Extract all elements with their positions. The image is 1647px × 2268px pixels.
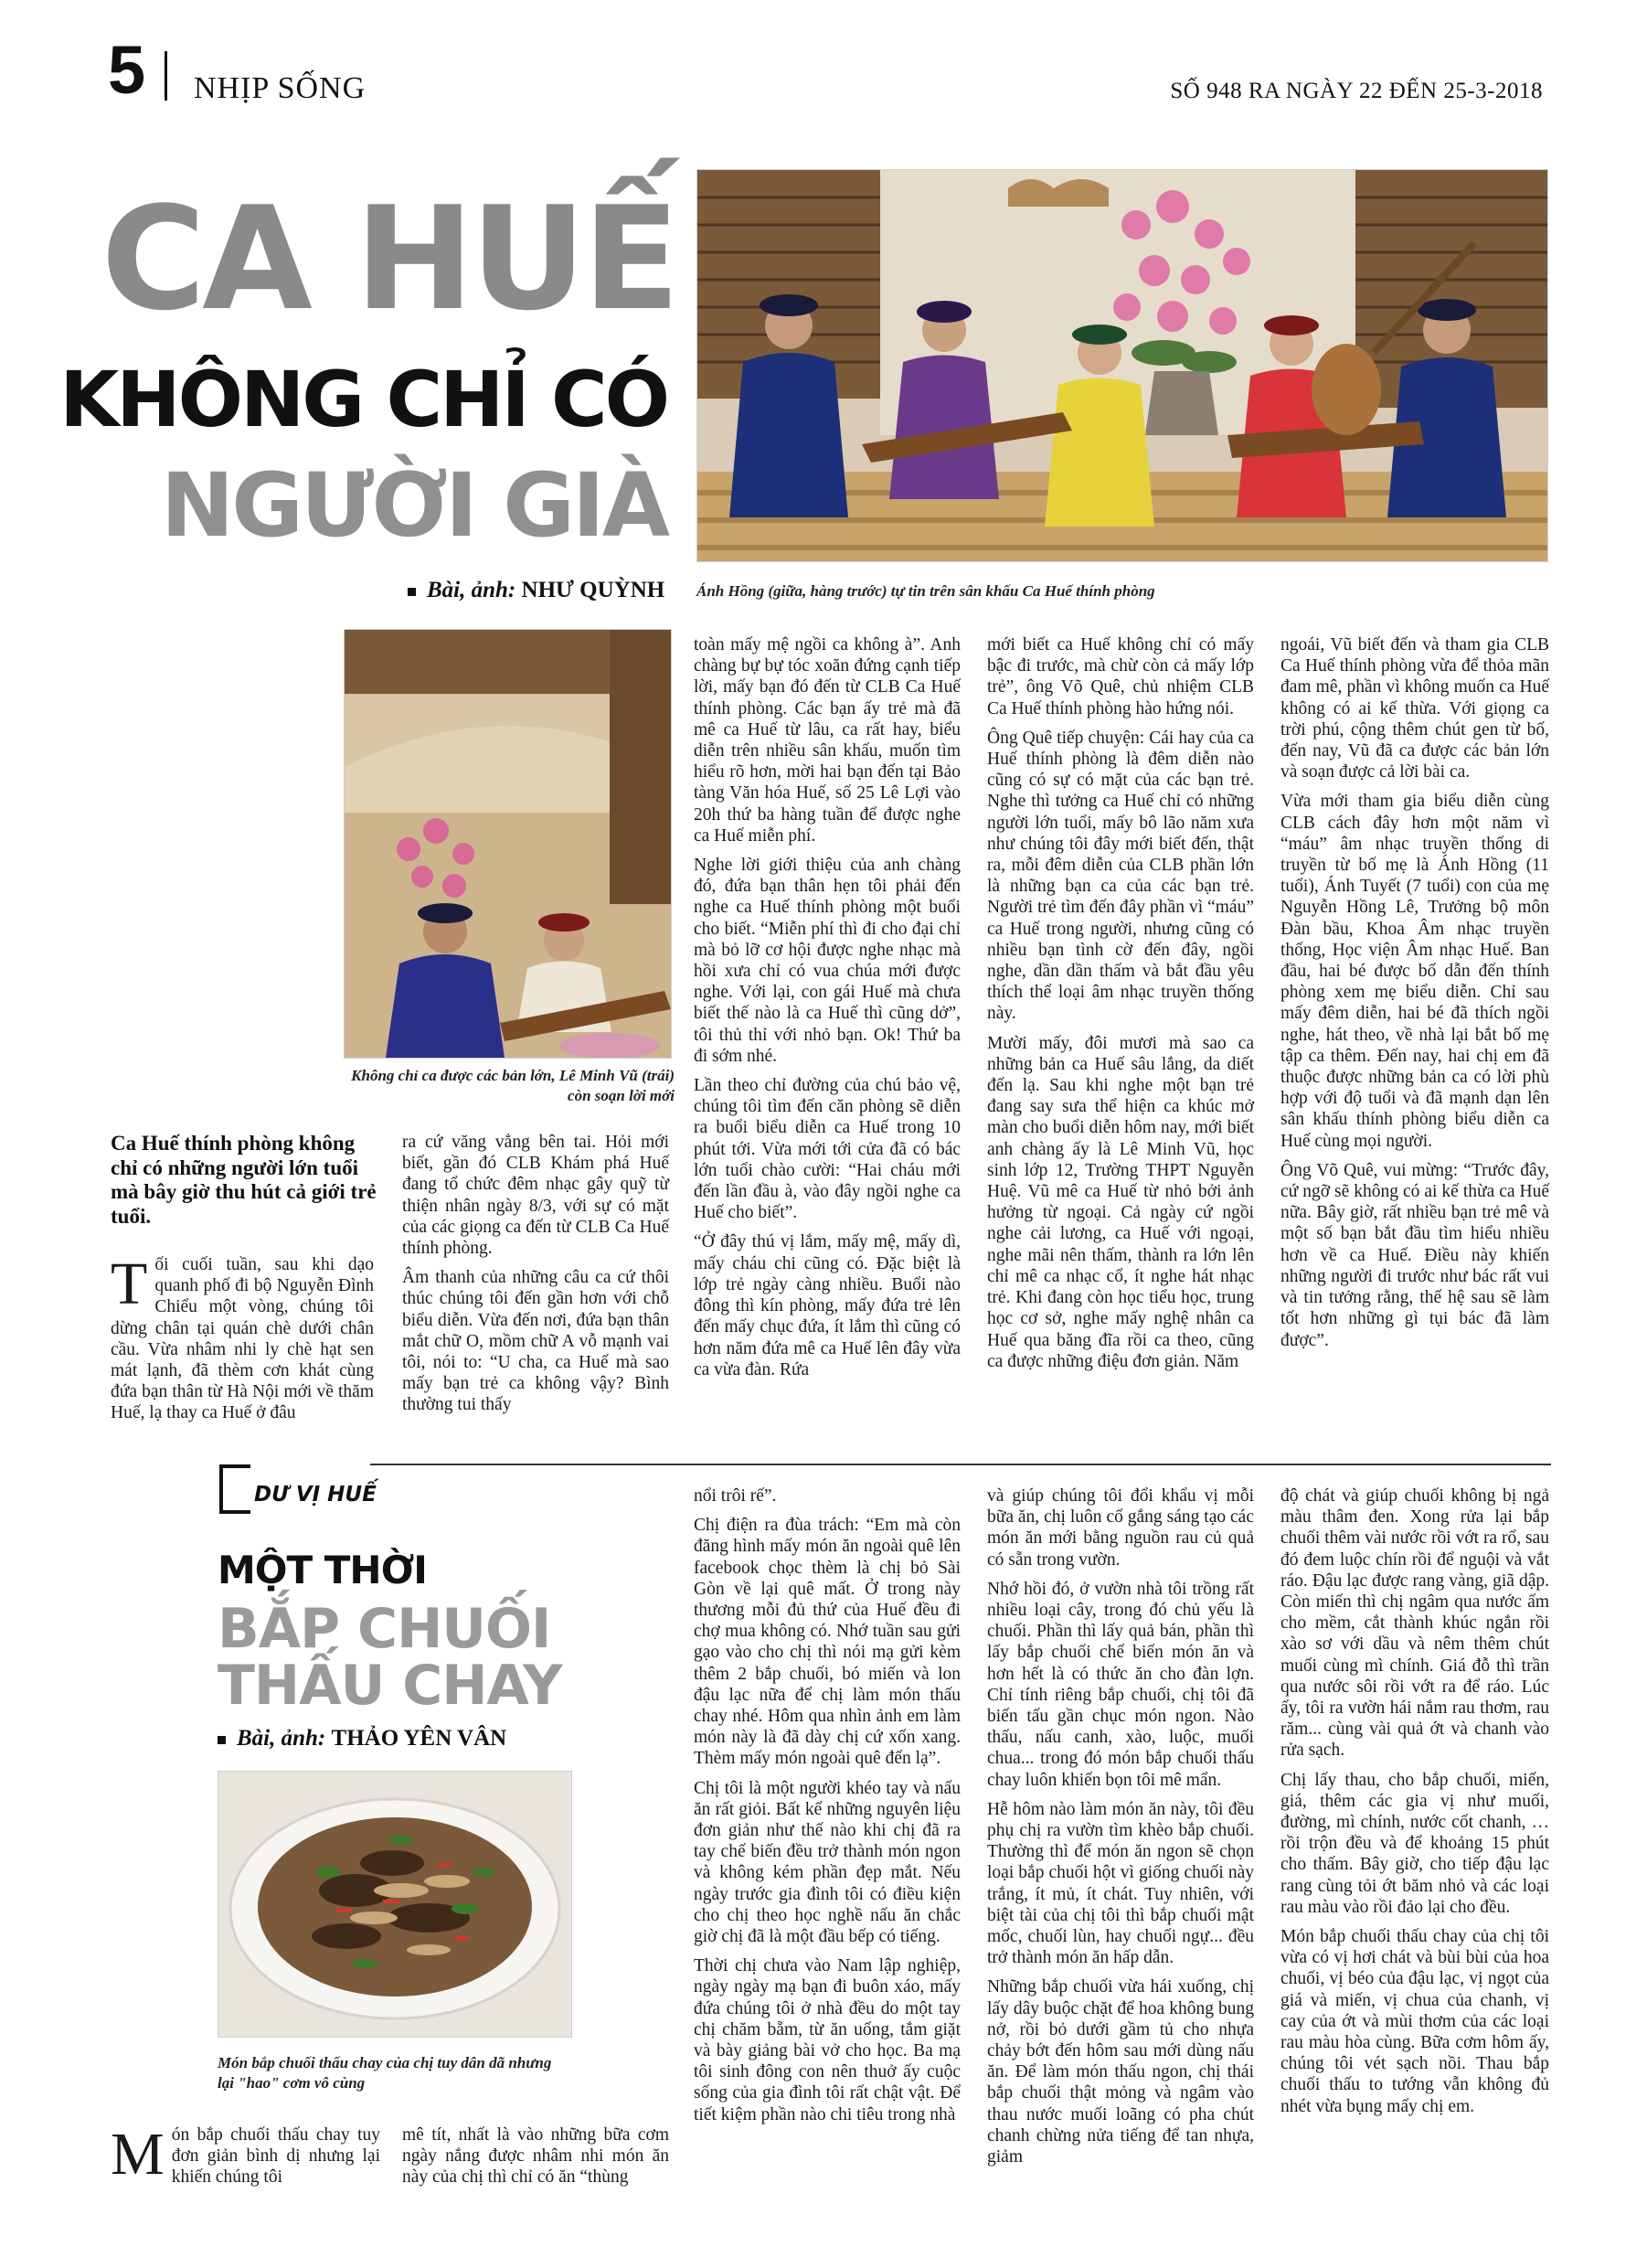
paragraph: ngoái, Vũ biết đến và tham gia CLB Ca Huế thính phòng vừa để thỏa mãn đam mê, phần vì không muốn ca Huế không có ai kế thừa. Với giọng ca trời phú, cộng thêm chút gen từ bố, đến nay, Vũ đã ca được các bản lớn và soạn được cả lời bài ca.: [1280, 635, 1549, 783]
article2-column-2: [402, 2124, 669, 2197]
article1-title-line1: CA HUẾ: [101, 176, 676, 342]
byline-prefix: Bài, ảnh:: [427, 578, 516, 602]
paragraph: Món bắp chuối thấu chay của chị tôi vừa có vị hơi chát và bùi bùi của hoa chuối, vị béo của đậu lạc, vị ngọt của giá và miến, vị chua của chanh, vị cay của ớt và mùi thơm của các loại rau màu hòa cùng. Bữa cơm hôm ấy, chúng tôi vét sạch nồi. Thau bắp chuối thấu to tướng vẫn không đủ nhét vừa bụng mấy chị em.: [1280, 1927, 1549, 2116]
paragraph: Mười mấy, đôi mươi mà sao ca những bản ca Huế sâu lắng, da diết đến lạ. Sau khi nghe một bạn trẻ đang say sưa thể hiện ca khúc mở màn cho buổi diễn hôm nay, mới biết anh chàng ấy là Lê Minh Vũ, học sinh lớp 12, Trường THPT Nguyễn Huệ. Vũ mê ca Huế từ nhỏ bởi ảnh hưởng từ ngoại. Cả ngày cứ ngồi nghe cải lương, ca Huế với ngoại, nghe mãi nên thấm, thành ra lớn lên chỉ mê ca nhạc cổ, ít nghe hát nhạc trẻ. Khi đang còn học tiểu học, trung học cơ sở, nghe mấy nghệ nhân ca Huế qua băng đĩa rồi ca theo, cũng ca được những điệu đơn giản. Năm: [987, 1033, 1254, 1371]
paragraph: Lần theo chỉ đường của chú bảo vệ, chúng tôi tìm đến căn phòng sẽ diễn ra buổi biểu diễn ca Huế trong 10 phút tới. Vừa mới tới cửa đã có bác lớn tuổi chào cười: “Hai cháu mới đến lần đầu à, vào đây ngồi nghe ca Huế cho biết”.: [694, 1076, 961, 1223]
main-photo-caption: Ánh Hồng (giữa, hàng trước) tự tin trên sân khấu Ca Huế thính phòng: [696, 582, 1155, 600]
dish-photo: [218, 1771, 572, 2038]
article2-column-4: [987, 1485, 1254, 2176]
paragraph: Ông Quê tiếp chuyện: Cái hay của ca Huế thính phòng là đêm diễn nào cũng có sự có mặt của các bạn trẻ. Nghe thì tưởng ca Huế chỉ có những người lớn tuổi, mấy bô lão năm xưa như chúng tôi đây mới biết đến, thật ra, mỗi đêm diễn của CLB phần lớn là những bạn ca của các bạn trẻ. Người trẻ tìm đến đây phần vì “máu” ca Huế trong người, nhưng cũng có nhiều bạn tình cờ đến đây, ngồi nghe, dần dần thấm và bắt đầu yêu thích thể loại âm nhạc truyền thống này.: [987, 728, 1254, 1024]
byline-square-icon: [218, 1736, 226, 1744]
paragraph: ón bắp chuối thấu chay tuy đơn giản bình dị nhưng lại khiến chúng tôi: [171, 2125, 380, 2188]
paragraph: Chị tôi là một người khéo tay và nấu ăn rất giỏi. Bất kể những nguyên liệu đơn giản như thế nào khi chị đã ra tay chế biến đều trở thành món ngon và không kém phần đẹp mắt. Nếu ngày trước gia đình tôi có điều kiện cho chị theo học nghề nấu ăn chắc giờ chị đã là một đầu bếp có tiếng.: [694, 1778, 961, 1947]
article-divider: [370, 1464, 1551, 1465]
article2-title-line2: BẮP CHUỐI: [218, 1597, 551, 1661]
dish-photo-caption: Món bắp chuối thấu chay của chị tuy dân dã nhưng lại "hao" cơm vô cùng: [218, 2054, 552, 2092]
byline-author: THẢO YÊN VÂN: [331, 1726, 507, 1751]
article1-drop-cap: T: [111, 1251, 148, 1317]
article2-byline: [218, 1726, 506, 1752]
paragraph: Nhớ hồi đó, ở vườn nhà tôi trồng rất nhiều loại cây, trong đó chủ yếu là chuối. Phần thì lấy quả bán, phần thì lấy bắp chuối chế biến món ăn và hơn hết là có thức ăn cho đàn lợn. Chỉ tính riêng bắp chuối, chị tôi đã biến tấu gần chục món ngon. Nào thấu, nấu canh, xào, luộc, muối chua... trong đó món bắp chuối thấu chay luôn khiến bọn tôi mê mẩn.: [987, 1579, 1254, 1790]
page-number: 5: [108, 32, 146, 108]
small-photo-caption: Không chỉ ca được các bản lớn, Lê Minh Vũ (trái) còn soạn lời mới: [351, 1067, 675, 1105]
article1-column-2: [402, 1132, 669, 1424]
article1-column-1: [111, 1251, 374, 1432]
paragraph: Chị điện ra đùa trách: “Em mà còn đăng hình mấy món ăn ngoài quê lên facebook chọc thèm là chị bỏ Sài Gòn về lại quê mất. Ở trong này thương mỗi đủ thứ của Huế đều đi chợ mua không có. Nhớ tuần sau gửi gạo vào cho chị thì nói mạ gửi kèm thêm 2 bắp chuối, bó miến và lon đậu lạc nữa để chị làm món thấu chay nhé. Hôm qua nhìn ảnh em làm món này là đã dày chị cứ xốn xang. Thèm mấy món ngoài quê đến lạ”.: [694, 1516, 961, 1769]
paragraph: độ chát và giúp chuối không bị ngả màu thâm đen. Xong rửa lại bắp chuối thêm vài nước rồi vớt ra rổ, sau đó đem luộc chín rồi để nguội và vắt ráo. Đậu lạc được rang vàng, giã dập. Còn miến thì chị ngâm qua nước ấm cho mềm, cắt thành khúc ngắn rồi xào sơ với dầu và nêm thêm chút muối cùng mì chính. Giá đỗ thì trần qua nước sôi rồi vớt ra để ráo. Lúc ấy, tôi ra vườn hái nắm rau thơm, rau răm... cùng vài quả ớt và chanh vào rửa sạch.: [1280, 1486, 1549, 1761]
article1-column-3: [694, 634, 961, 1389]
article2-column-1: [111, 2121, 380, 2197]
paragraph: Những bắp chuối vừa hái xuống, chị lấy dây buộc chặt để hoa không bung nở, rồi bỏ dưới gầm tủ cho nhựa chảy bớt đến hôm sau mới dùng nấu ăn. Để làm món thấu ngon, chị thái bắp chuối thật mỏng và ngâm vào thau nước muối loãng có pha chút chanh chừng nửa tiếng để tan nhựa, giảm: [987, 1977, 1254, 2167]
paragraph: Thời chị chưa vào Nam lập nghiệp, ngày ngày mạ bạn đi buôn xáo, mấy đứa chúng tôi ở nhà đều do một tay chị chăm bẵm, từ ăn uống, tắm giặt và bày giảng bài vở cho học. Ba mạ tôi sinh đông con nên thuở ấy cuộc sống của gia đình tôi rất chật vật. Để tiết kiệm phần nào chi tiêu trong nhà: [694, 1956, 961, 2124]
paragraph: Âm thanh của những câu ca cứ thôi thúc chúng tôi đến gần hơn với chỗ biểu diễn. Vừa đến nơi, đứa bạn thân mắt chữ O, mồm chữ A vỗ mạnh vai tôi, nói to: “U cha, ca Huế mà sao mấy bạn trẻ ca không vậy? Bình thường tui thấy: [402, 1268, 669, 1415]
article2-column-3: [694, 1485, 961, 2134]
paragraph: ối cuối tuần, sau khi dạo quanh phố đi bộ Nguyễn Đình Chiểu một vòng, chúng tôi dừng chân tại quán chè dưới chân cầu. Vừa nhâm nhi ly chè hạt sen mát lạnh, đã thèm cơn khát cùng đứa bạn thân từ Hà Nội mới về thăm Huế, lạ thay ca Huế ở đâu: [111, 1255, 374, 1423]
article1-lead: Ca Huế thính phòng không chỉ có những người lớn tuổi mà bây giờ thu hút cả giới trẻ tuổi.: [111, 1132, 377, 1229]
paragraph: Ông Võ Quê, vui mừng: “Trước đây, cứ ngỡ sẽ không có ai kế thừa ca Huế nữa. Bây giờ, rất nhiều bạn trẻ mê và một số bạn bắt đầu tìm hiểu nhiều hơn về ca Huế. Điều này khiến những người đi trước như bác rất vui và tin tưởng rằng, thế hệ sau sẽ làm tốt hơn những gì tụi bác đã làm được”.: [1280, 1160, 1549, 1350]
section-name: NHỊP SỐNG: [194, 71, 367, 105]
byline-prefix: Bài, ảnh:: [237, 1726, 326, 1751]
article1-column-4: [987, 634, 1254, 1380]
article2-column-5: [1280, 1485, 1549, 2125]
paragraph: Hễ hôm nào làm món ăn này, tôi đều phụ chị ra vườn tìm khèo bắp chuối. Thường thì để món ăn ngon sẽ chọn loại bắp chuối hột vì giống chuối này trắng, ít mủ, ít chát. Tuy nhiên, với biệt tài của chị tôi thì bắp chuối mật mốc, chuối lùn, hay chuối ngự... đều trở thành món ăn hấp dẫn.: [987, 1799, 1254, 1968]
paragraph: Vừa mới tham gia biểu diễn cùng CLB cách đây hơn một năm vì “máu” âm nhạc truyền thống di truyền từ bố mẹ là Ánh Hồng (11 tuổi), Ánh Tuyết (7 tuổi) con của mẹ Nguyễn Hồng Lê, Trưởng bộ môn Đàn bầu, Khoa Âm nhạc truyền thống, Học viện Âm nhạc Huế. Ban đầu, hai bé được bố dẫn đến thính phòng xem mẹ biểu diễn. Chỉ sau mấy đêm diễn, hai bé đã thích ngồi nghe, hát theo, về nhà lại bắt bố mẹ tập ca thêm. Đến nay, hai chị em đã thuộc được những bản ca có lời phù hợp với độ tuổi và đã mạnh dạn lên sân khấu thính phòng biểu diễn ca Huế cùng mọi người.: [1280, 792, 1549, 1151]
article2-drop-cap: M: [111, 2121, 165, 2188]
page-number-divider: [165, 51, 167, 101]
article1-title-line2: KHÔNG CHỈ CÓ: [59, 355, 667, 444]
paragraph: Chị lấy thau, cho bắp chuối, miến, giá, thêm các gia vị như muối, đường, mì chính, nước cốt chanh, … rồi trộn đều và để khoảng 15 phút cho thấm. Bây giờ, cho tiếp đậu lạc rang cùng tỏi ớt băm nhỏ và các loại rau màu vào rồi đảo lại cho đều.: [1280, 1770, 1549, 1917]
paragraph: mê tít, nhất là vào những bữa cơm ngày nắng được nhâm nhi món ăn này của chị thì chỉ có ăn “thùng: [402, 2125, 669, 2188]
article1-title-line3: NGƯỜI GIÀ: [160, 454, 667, 557]
paragraph: mới biết ca Huế không chỉ có mấy bậc đi trước, mà chừ còn cả mấy lớp trẻ”, ông Võ Quê, chủ nhiệm CLB Ca Huế thính phòng hào hứng nói.: [987, 635, 1254, 719]
paragraph: nổi trôi rế”.: [694, 1486, 777, 1506]
paragraph: toàn mấy mệ ngồi ca không à”. Anh chàng bự bự tóc xoăn đứng cạnh tiếp lời, mấy bạn đó đến từ CLB Ca Huế thính phòng. Các bạn ấy trẻ mà đã mê ca Huế từ lâu, ca rất hay, biểu diễn trên nhiều sân khấu, muốn tìm hiểu rõ hơn, mời hai bạn đến tại Bảo tàng Văn hóa Huế, số 25 Lê Lợi vào 20h thứ ba hàng tuần để được nghe ca Huế miễn phí.: [694, 635, 961, 846]
byline-author: NHƯ QUỲNH: [521, 578, 665, 602]
article1-column-5: [1280, 634, 1549, 1359]
main-photo-performers: [696, 169, 1548, 562]
byline-square-icon: [408, 588, 416, 596]
article2-title-line1: MỘT THỜI: [218, 1548, 427, 1592]
kicker-bracket: [219, 1464, 250, 1514]
paragraph: và giúp chúng tôi đổi khẩu vị mỗi bữa ăn, chị luôn cố gắng sáng tạo các món ăn mới bằng nguồn rau củ quả có sẵn trong vườn.: [987, 1486, 1254, 1570]
article1-byline: [408, 578, 664, 603]
paragraph: Nghe lời giới thiệu của anh chàng đó, đứa bạn thân hẹn tôi phải đến nghe ca Huế thính phòng một buổi cho biết. “Miễn phí thì đi cho đại chỉ mà bỏ lỡ cơ hội được nghe nhạc mà hồi xưa chỉ có vua chúa mới được nghe. Với lại, con gái Huế mà chưa biết thế nào là ca Huế thì cũng dở”, tôi thủ thỉ với nhỏ bạn. Ok! Thứ ba đi sớm nhé.: [694, 856, 961, 1066]
small-photo-singer: [344, 629, 672, 1059]
paragraph: “Ở đây thú vị lắm, mấy mệ, mấy dì, mấy cháu chi cũng có. Đặc biệt là lớp trẻ ngày càng nhiều. Buổi nào đông thì kín phòng, mấy đứa trẻ lên đến mấy chục đứa, ít lắm thì cũng có hơn năm đứa mê ca Huế lên đây vừa ca vừa đàn. Rứa: [694, 1232, 961, 1379]
issue-info: SỐ 948 RA NGÀY 22 ĐẾN 25-3-2018: [1170, 79, 1543, 103]
paragraph: ra cứ văng vẳng bên tai. Hỏi mới biết, gần đó CLB Khám phá Huế đang tổ chức đêm nhạc gây quỹ từ thiện nhân ngày 8/3, với sự có mặt của các giọng ca đến từ CLB Ca Huế thính phòng.: [402, 1133, 669, 1259]
article2-kicker: DƯ VỊ HUẾ: [254, 1483, 377, 1507]
article2-title-line3: THẤU CHAY: [218, 1654, 562, 1718]
